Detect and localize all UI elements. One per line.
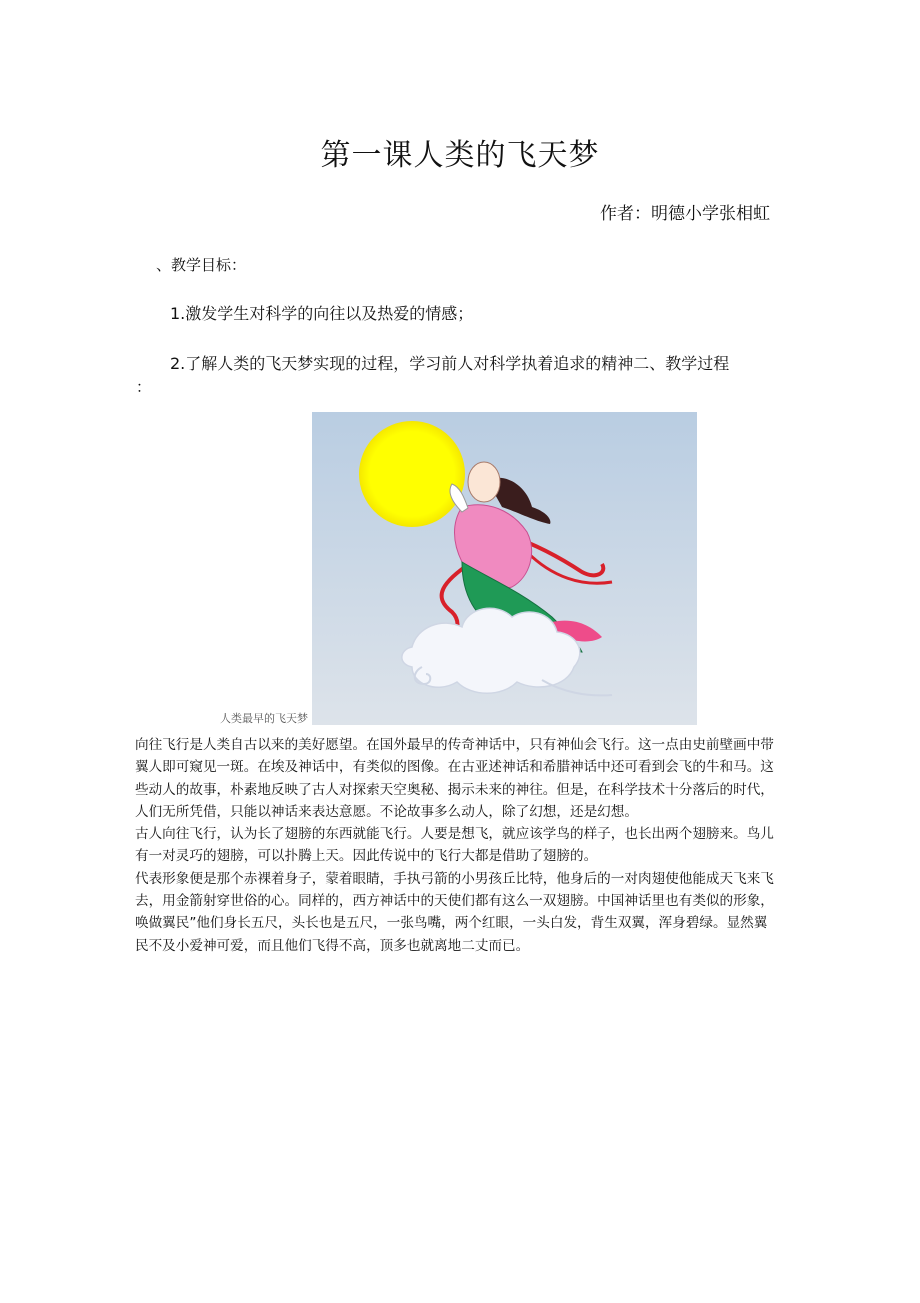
paragraph: 古人向往飞行，认为长了翅膀的东西就能飞行。人要是想飞，就应该学鸟的样子，也长出两个翅膀来。鸟儿有一对灵巧的翅膀，可以扑腾上天。因此传说中的飞行大都是借助了翅膀的。 bbox=[135, 826, 774, 865]
fairy-face bbox=[468, 462, 500, 502]
full-moon bbox=[359, 421, 465, 527]
paragraph: 向往飞行是人类自古以来的美好愿望。在国外最早的传奇神话中，只有神仙会飞行。这一点由史前壁画中带翼人即可窥见一斑。在埃及神话中，有类似的图像。在古亚述神话和希腊神话中还可看到会飞的牛和马。这些动人的故事，朴素地反映了古人对探索天空奥秘、揭示未来的神往。但是，在科学技术十分落后的时代，人们无所凭借，只能以神话来表达意愿。不论故事多么动人，除了幻想，还是幻想。 bbox=[135, 737, 774, 820]
paragraph: 代表形象便是那个赤裸着身子，蒙着眼睛，手执弓箭的小男孩丘比特，他身后的一对肉翅使他能成天飞来飞去，用金箭射穿世俗的心。同样的，西方神话中的天使们都有这么一双翅膀。中国神话里也有类似的形象，唤做翼民”他们身长五尺，头长也是五尺，一张鸟嘴，两个红眼，一头白发，背生双翼，浑身碧绿。显然翼民不及小爱神可爱，而且他们飞得不高，顶多也就离地二丈而已。 bbox=[135, 870, 774, 954]
body-text bbox=[135, 734, 775, 957]
goal-item-1: 1.激发学生对科学的向往以及热爱的情感； bbox=[170, 304, 474, 323]
figure-caption: 人类最早的飞天梦 bbox=[220, 712, 308, 725]
goal-item-2-continuation: ： bbox=[136, 378, 152, 396]
section-heading: 、教学目标： bbox=[156, 256, 247, 274]
flying-fairy-illustration bbox=[312, 412, 697, 725]
page-title: 第一课人类的飞天梦 bbox=[320, 138, 600, 173]
author-line: 作者：明德小学张相虹 bbox=[600, 204, 770, 224]
goal-item-2: 2.了解人类的飞天梦实现的过程，学习前人对科学执着追求的精神二、教学过程 bbox=[170, 354, 730, 373]
